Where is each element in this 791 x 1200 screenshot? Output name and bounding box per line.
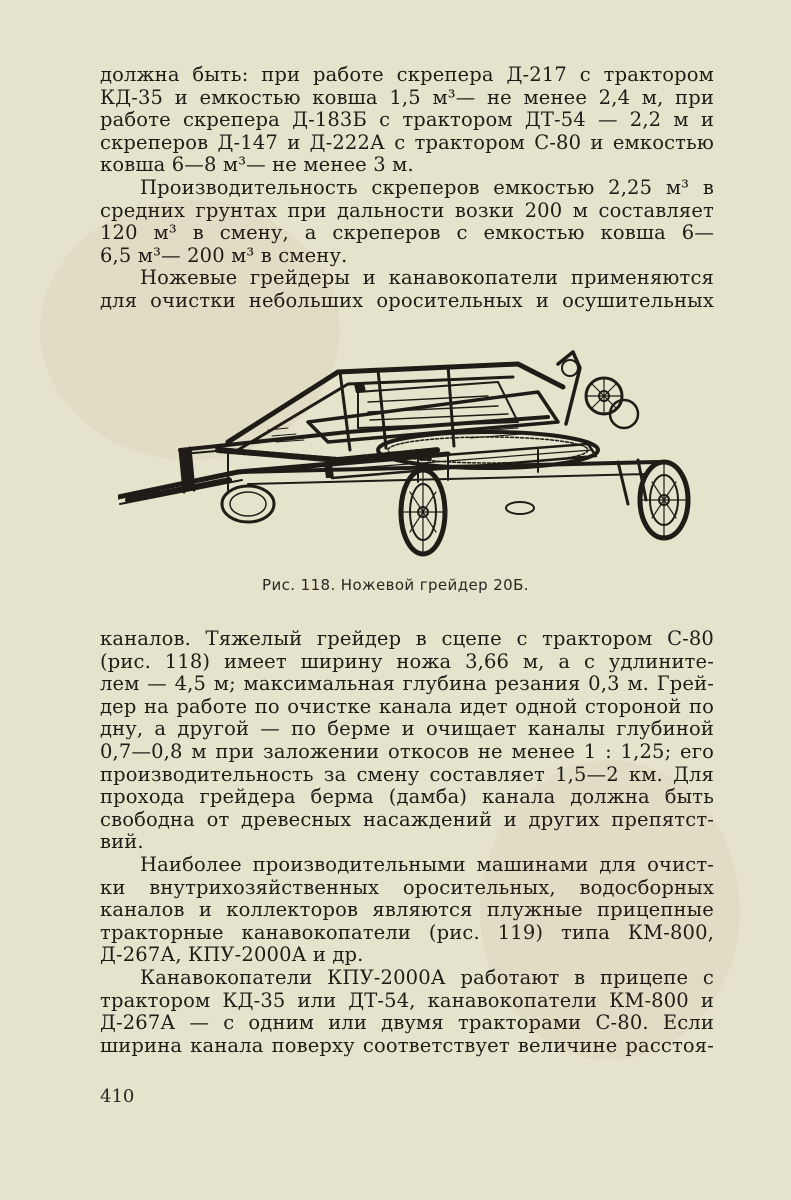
text-line: каналов. Тяжелый грейдер в сцепе с трактором С-80 [100,627,714,650]
text-block-bottom [100,628,714,1057]
text-line: Ножевые грейдеры и канавокопатели применяются [140,266,714,290]
text-line: дну, а другой — по берме и очищает каналы глубиной [100,717,714,741]
text-line: 0,7—0,8 м при заложении откосов не менее 1 : 1,25; его [100,739,714,763]
text-line: 120 м³ в смену, а скреперов с емкостью ковша 6— [100,221,714,245]
text-line: трактором КД-35 или ДТ-54, канавокопатели КМ-800 и [100,988,714,1012]
text-line: для очистки небольших оросительных и осушительных [100,288,714,312]
text-line: (рис. 118) имеет ширину ножа 3,66 м, а с удлините- [100,649,714,673]
text-line: работе скрепера Д-183Б с трактором ДТ-54 — 2,2 м и [100,108,714,132]
text-line: тракторные канавокопатели (рис. 119) типа КМ-800, [100,920,714,944]
text-line: Канавокопатели КПУ-2000А работают в прицепе с [140,965,714,989]
text-line: дер на работе по очистке канала идет одной стороной по [100,694,714,718]
text-line: ширина канала поверху соответствует величине расстоя- [100,1033,714,1057]
page-number: 410 [100,1086,135,1107]
text-line: прохода грейдера берма (дамба) канала должна быть [100,785,714,809]
text-line: скреперов Д-147 и Д-222А с трактором С-80 и емкостью [100,130,714,154]
figure-caption: Рис. 118. Ножевой грейдер 20Б. [262,576,529,594]
text-line: средних грунтах при дальности возки 200 м составляет [100,198,714,222]
text-line: Производительность скреперов емкостью 2,25 м³ в [140,175,714,199]
text-line: должна быть: при работе скрепера Д-217 с трактором [100,63,714,86]
text-line: вий. [100,830,144,854]
text-line: свободна от древесных насаждений и других препятст- [100,807,714,831]
text-line: производительность за смену составляет 1,5—2 км. Для [100,762,714,786]
text-line: 6,5 м³— 200 м³ в смену. [100,243,348,267]
text-line: лем — 4,5 м; максимальная глубина резания 0,3 м. Грей- [100,672,714,696]
text-line: Д-267А, КПУ-2000А и др. [100,943,364,967]
text-line: каналов и коллекторов являются плужные прицепные [100,898,714,922]
text-line: Наиболее производительными машинами для очист- [140,852,714,876]
text-block-top [100,64,714,313]
text-line: КД-35 и емкостью ковша 1,5 м³— не менее 2,4 м, при [100,85,714,109]
text-line: Д-267А — с одним или двумя тракторами С-80. Если [100,1011,714,1035]
text-line: ковша 6—8 м³— не менее 3 м. [100,153,414,177]
text-line: ки внутрихозяйственных оросительных, водосборных [100,875,714,899]
grader-illustration [118,332,698,562]
